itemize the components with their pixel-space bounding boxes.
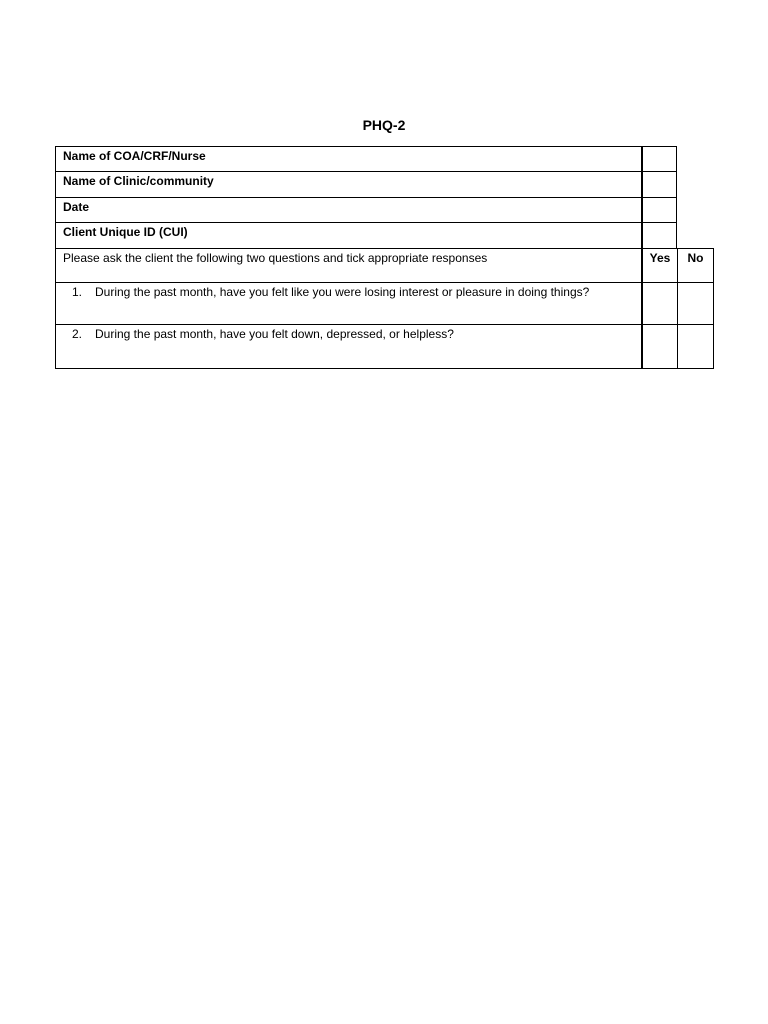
q1-yes-checkbox[interactable] (642, 282, 678, 325)
q1-no-checkbox[interactable] (677, 282, 714, 325)
question-text: During the past month, have you felt like you were losing interest or pleasure in doing things? (95, 285, 590, 299)
no-column-header: No (677, 248, 714, 283)
info-field-date[interactable] (642, 197, 677, 223)
info-field-clinic[interactable] (642, 171, 677, 198)
info-label-clinic: Name of Clinic/community (55, 171, 643, 198)
question-number: 1. (72, 285, 83, 299)
question-text: During the past month, have you felt down, depressed, or helpless? (95, 327, 454, 341)
phq2-form-table (55, 146, 714, 369)
info-field-cui[interactable] (642, 222, 677, 249)
question-row-1 (55, 282, 643, 325)
info-field-staff[interactable] (642, 146, 677, 172)
yes-column-header: Yes (642, 248, 678, 283)
form-title: PHQ-2 (362, 117, 406, 133)
info-label-staff: Name of COA/CRF/Nurse (55, 146, 643, 172)
info-label-date: Date (55, 197, 643, 223)
question-row-2 (55, 324, 643, 369)
q2-yes-checkbox[interactable] (642, 324, 678, 369)
question-number: 2. (72, 327, 83, 341)
instructions-text: Please ask the client the following two questions and tick appropriate responses (55, 248, 643, 283)
info-label-cui: Client Unique ID (CUI) (55, 222, 643, 249)
q2-no-checkbox[interactable] (677, 324, 714, 369)
